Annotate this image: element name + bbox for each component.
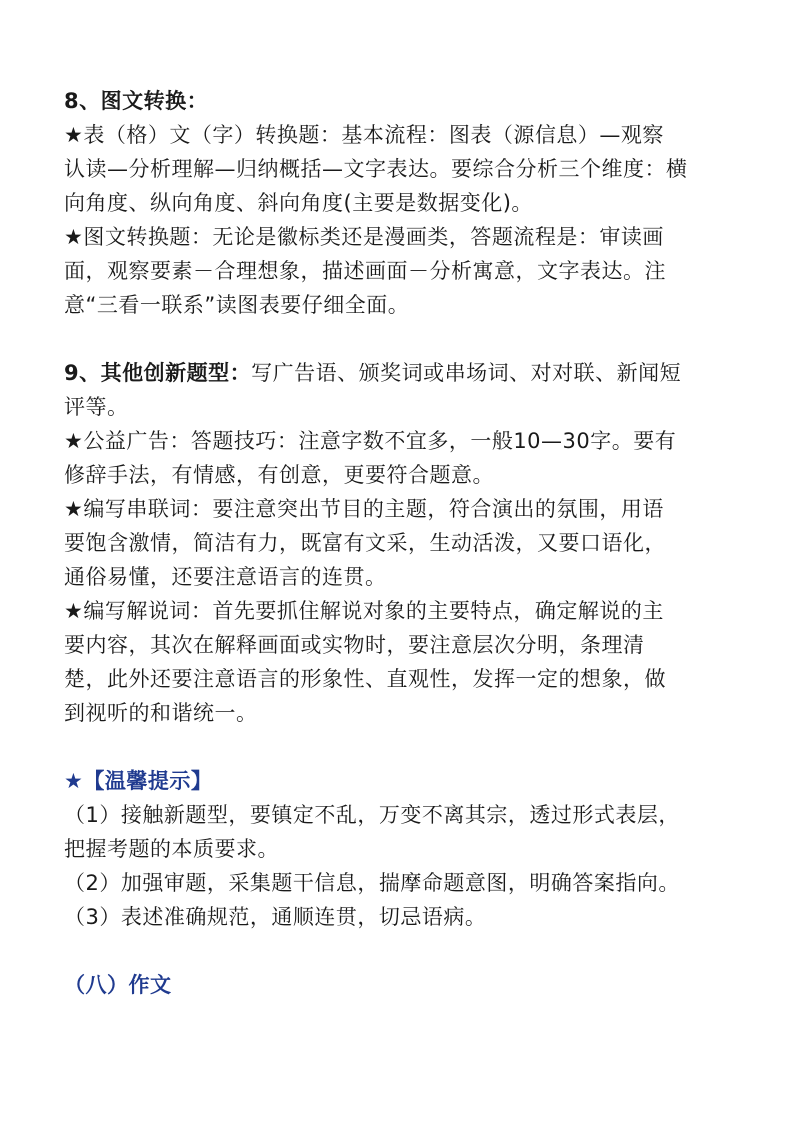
tips-item-line3: （2）加强审题，采集题干信息，揣摩命题意图，明确答案指向。 [64,871,680,895]
document-page [64,84,744,1002]
section-9-p3-line3: 楚，此外还要注意语言的形象性、直观性，发挥一定的想象，做 [64,667,666,691]
section-9-p1-line2: 修辞手法，有情感，有创意，更要符合题意。 [64,463,494,487]
section-8-p2-line2: 面，观察要素－合理想象，描述画面－分析寓意，文字表达。注 [64,259,666,283]
section-8-p2-line1: ★图文转换题：无论是徽标类还是漫画类，答题流程是：审读画 [64,225,664,249]
section-9-p2-line3: 通俗易懂，还要注意语言的连贯。 [64,565,387,589]
tips-item-line1: （1）接触新题型，要镇定不乱，万变不离其宗，透过形式表层， [64,803,680,827]
section-8-p1-line1: ★表（格）文（字）转换题：基本流程：图表（源信息）—观察 [64,123,664,147]
tips-item-line2: 把握考题的本质要求。 [64,837,279,861]
section-8-p1-line2: 认读—分析理解—归纳概括—文字表达。要综合分析三个维度：横 [64,157,688,181]
section-9-p2-line2: 要饱含激情，简洁有力，既富有文采，生动活泼，又要口语化， [64,531,666,555]
tips-item-line4: （3）表述准确规范，通顺连贯，切忌语病。 [64,905,487,929]
section-9-heading: 9、其他创新题型： [64,361,252,385]
section-eight-heading: （八）作文 [64,973,172,997]
section-9-heading-line [64,356,744,390]
section-9-p3-line1: ★编写解说词：首先要抓住解说对象的主要特点，确定解说的主 [64,599,664,623]
section-9-p2-line1: ★编写串联词：要注意突出节目的主题，符合演出的氛围，用语 [64,497,664,521]
section-9-heading-tail: 写广告语、颁奖词或串场词、对对联、新闻短 [251,361,682,385]
section-8-p2-line3: 意“三看一联系”读图表要仔细全面。 [64,293,410,317]
section-9-p3-line4: 到视听的和谐统一。 [64,701,258,725]
section-9-heading-line2: 评等。 [64,395,129,419]
section-9-p3-line2: 要内容，其次在解释画面或实物时，要注意层次分明，条理清 [64,633,645,657]
spacer [64,322,744,356]
tips-heading: ★【温馨提示】 [64,769,213,793]
section-8-p1-line3: 向角度、纵向角度、斜向角度(主要是数据变化)。 [64,191,533,215]
spacer [64,934,744,968]
spacer [64,730,744,764]
section-8-heading: 8、图文转换： [64,89,209,113]
section-9-p1-line1: ★公益广告：答题技巧：注意字数不宜多，一般10—30字。要有 [64,429,677,453]
